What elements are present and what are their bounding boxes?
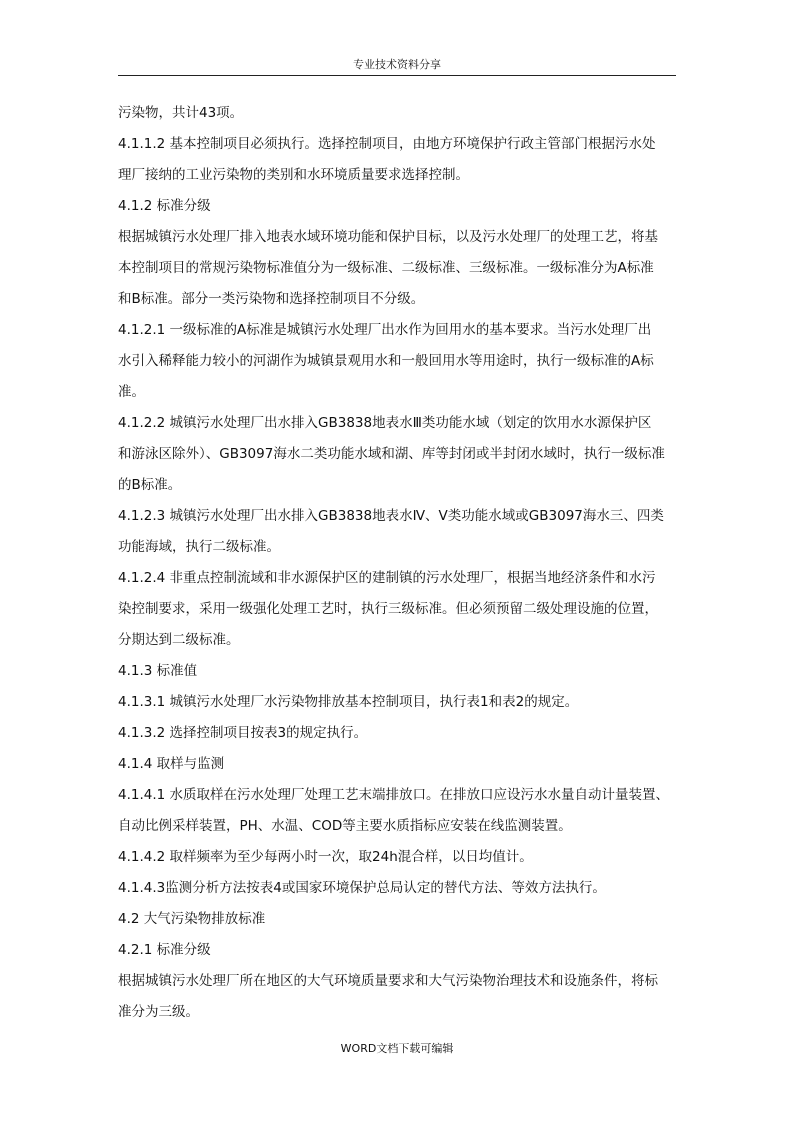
- text-line: 准。: [118, 384, 145, 400]
- text-line: 的B标准。: [118, 477, 182, 493]
- text-line: 4.1.1.2 基本控制项目必须执行。选择控制项目，由地方环境保护行政主管部门根据污水处: [118, 136, 656, 152]
- text-line: 4.1.3.2 选择控制项目按表3的规定执行。: [118, 725, 368, 741]
- text-line: 理厂接纳的工业污染物的类别和水环境质量要求选择控制。: [118, 167, 469, 183]
- text-line: 4.1.4.3监测分析方法按表4或国家环境保护总局认定的替代方法、等效方法执行。: [118, 880, 606, 896]
- text-line: 根据城镇污水处理厂所在地区的大气环境质量要求和大气污染物治理技术和设施条件，将标: [118, 973, 658, 989]
- text-line: 自动比例采样装置，PH、水温、COD等主要水质指标应安装在线监测装置。: [118, 818, 572, 834]
- text-line: 4.1.2.1 一级标准的A标准是城镇污水处理厂出水作为回用水的基本要求。当污水处理厂出: [118, 322, 652, 338]
- text-line: 功能海域，执行二级标准。: [118, 539, 280, 555]
- document-body: [118, 98, 680, 1028]
- text-line: 4.1.3.1 城镇污水处理厂水污染物排放基本控制项目，执行表1和表2的规定。: [118, 694, 579, 710]
- text-line: 水引入稀释能力较小的河湖作为城镇景观用水和一般回用水等用途时，执行一级标准的A标: [118, 353, 654, 369]
- text-line: 和游泳区除外）、GB3097海水二类功能水域和湖、库等封闭或半封闭水域时，执行一级标准: [118, 446, 665, 462]
- text-line: 4.1.2.4 非重点控制流域和非水源保护区的建制镇的污水处理厂，根据当地经济条件和水污: [118, 570, 656, 586]
- text-line: 污染物，共计43项。: [118, 105, 244, 121]
- text-line: 和B标准。部分一类污染物和选择控制项目不分级。: [118, 291, 425, 307]
- section-heading: 4.1.3 标准值: [118, 663, 198, 679]
- text-line: 4.1.2.3 城镇污水处理厂出水排入GB3838地表水Ⅳ、Ⅴ类功能水域或GB3097海水三、四类: [118, 508, 664, 524]
- text-line: 分期达到二级标准。: [118, 632, 240, 648]
- text-line: 染控制要求，采用一级强化处理工艺时，执行三级标准。但必须预留二级处理设施的位置，: [118, 601, 658, 617]
- page-footer: WORD文档下载可编辑: [340, 1042, 454, 1055]
- text-line: 准分为三级。: [118, 1004, 199, 1020]
- text-line: 根据城镇污水处理厂排入地表水域环境功能和保护目标，以及污水处理厂的处理工艺，将基: [118, 229, 658, 245]
- text-line: 4.1.4.2 取样频率为至少每两小时一次，取24h混合样，以日均值计。: [118, 849, 533, 865]
- section-heading: 4.2 大气污染物排放标准: [118, 911, 266, 927]
- text-line: 4.1.4.1 水质取样在污水处理厂处理工艺末端排放口。在排放口应设污水水量自动计量装置、: [118, 787, 670, 803]
- section-heading: 4.1.4 取样与监测: [118, 756, 225, 772]
- page-header: 专业技术资料分享: [118, 58, 676, 76]
- text-line: 本控制项目的常规污染物标准值分为一级标准、二级标准、三级标准。一级标准分为A标准: [118, 260, 654, 276]
- section-heading: 4.1.2 标准分级: [118, 198, 211, 214]
- text-line: 4.1.2.2 城镇污水处理厂出水排入GB3838地表水Ⅲ类功能水域（划定的饮用水水源保护区: [118, 415, 652, 431]
- section-heading: 4.2.1 标准分级: [118, 942, 211, 958]
